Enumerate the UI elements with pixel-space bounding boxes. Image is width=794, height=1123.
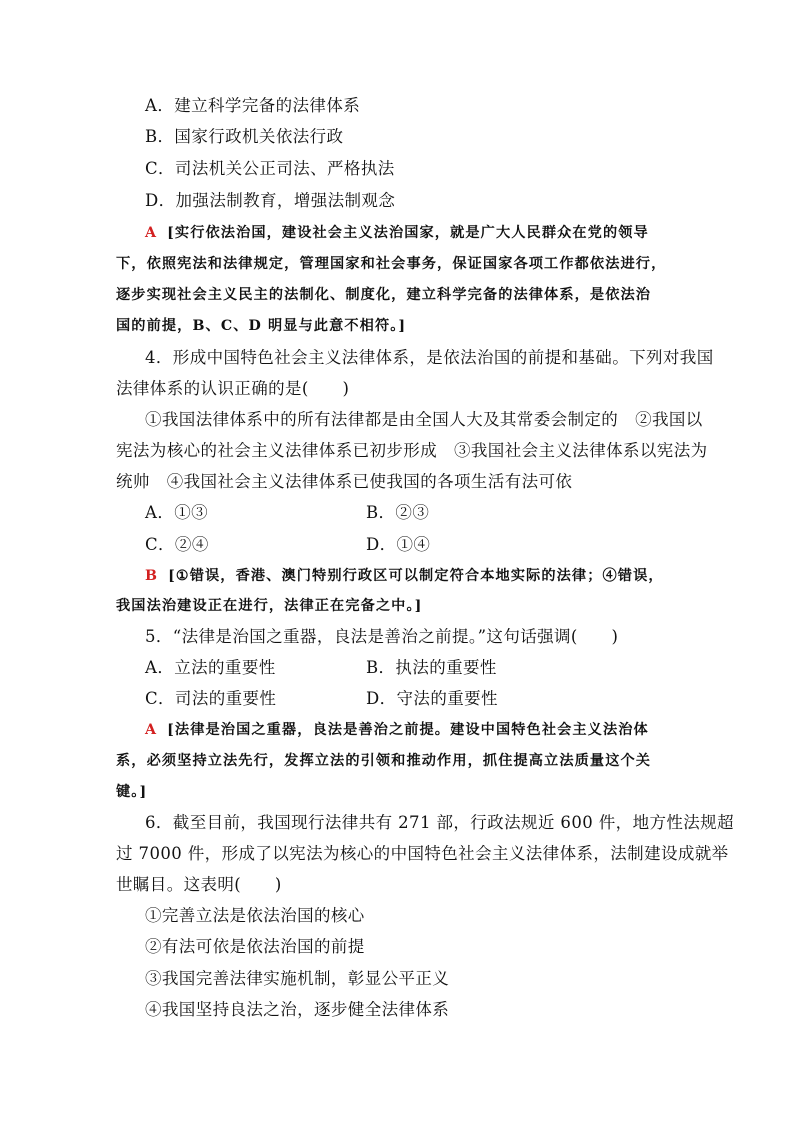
q5-option-a: A．立法的重要性 [145, 658, 276, 677]
q5-option-d: D．守法的重要性 [366, 689, 498, 708]
q6-statement-4: ④我国坚持良法之治，逐步健全法律体系 [145, 1000, 450, 1019]
q3-explanation-line-1: A [实行依法治国，建设社会主义法治国家，就是广大人民群众在党的领导 [145, 225, 649, 241]
q5-explanation-line-2: 系，必须坚持立法先行，发挥立法的引领和推动作用，抓住提高立法质量这个关 [116, 753, 652, 769]
q5-option-c: C．司法的重要性 [145, 689, 277, 708]
q4-statement-line-3: 统帅 ④我国社会主义法律体系已使我国的各项生活有法可依 [116, 472, 573, 491]
q4-statement-line-2: 宪法为核心的社会主义法律体系已初步形成 ③我国社会主义法律体系以宪法为 [116, 441, 708, 460]
q3-explanation-line-2: 下，依照宪法和法律规定，管理国家和社会事务，保证国家各项工作都依法进行， [116, 256, 667, 272]
q3-option-d: D．加强法制教育，增强法制观念 [145, 191, 396, 210]
q6-statement-3: ③我国完善法律实施机制，彰显公平正义 [145, 969, 450, 988]
q3-option-a: A．建立科学完备的法律体系 [145, 96, 361, 115]
q6-statement-1: ①完善立法是依法治国的核心 [145, 906, 365, 925]
q4-option-c: C．②④ [145, 535, 209, 554]
q3-option-b: B．国家行政机关依法行政 [145, 127, 344, 146]
q5-answer: A [145, 722, 158, 738]
q6-stem-line-3: 世瞩目。这表明( ) [116, 875, 282, 894]
q4-stem-line-2: 法律体系的认识正确的是( ) [116, 379, 350, 398]
q4-statement-line-1: ①我国法律体系中的所有法律都是由全国人大及其常委会制定的 ②我国以 [145, 410, 703, 429]
q5-option-b: B．执法的重要性 [366, 658, 497, 677]
q4-explanation-line-2: 我国法治建设正在进行，法律正在完备之中。] [116, 598, 423, 614]
q4-option-d: D．①④ [366, 535, 431, 554]
q6-stem-line-2: 过 7000 件，形成了以宪法为核心的中国特色社会主义法律体系，法制建设成就举 [116, 844, 729, 863]
q3-answer: A [145, 225, 158, 241]
q4-stem-line-1: 4．形成中国特色社会主义法律体系，是依法治国的前提和基础。下列对我国 [145, 348, 714, 367]
q6-stem-line-1: 6．截至目前，我国现行法律共有 271 部，行政法规近 600 件，地方性法规超 [145, 813, 734, 832]
q3-option-c: C．司法机关公正司法、严格执法 [145, 159, 395, 178]
q6-statement-2: ②有法可依是依法治国的前提 [145, 937, 365, 956]
q4-option-b: B．②③ [366, 503, 430, 522]
q3-explanation-line-3: 逐步实现社会主义民主的法制化、制度化，建立科学完备的法律体系，是依法治 [116, 287, 652, 303]
q4-option-a: A．①③ [145, 503, 209, 522]
q5-explanation-line-3: 键。] [116, 784, 148, 800]
q4-answer: B [145, 568, 159, 584]
q4-explanation-line-1: B [①错误，香港、澳门特别行政区可以制定符合本地实际的法律；④错误， [145, 568, 664, 584]
q5-explanation-line-1: A [法律是治国之重器，良法是善治之前提。建设中国特色社会主义法治体 [145, 722, 649, 738]
q3-explanation-line-4: 国的前提，B、C、D 明显与此意不相符。] [116, 318, 407, 334]
q5-stem: 5．“法律是治国之重器，良法是善治之前提。”这句话强调( ) [145, 627, 619, 646]
